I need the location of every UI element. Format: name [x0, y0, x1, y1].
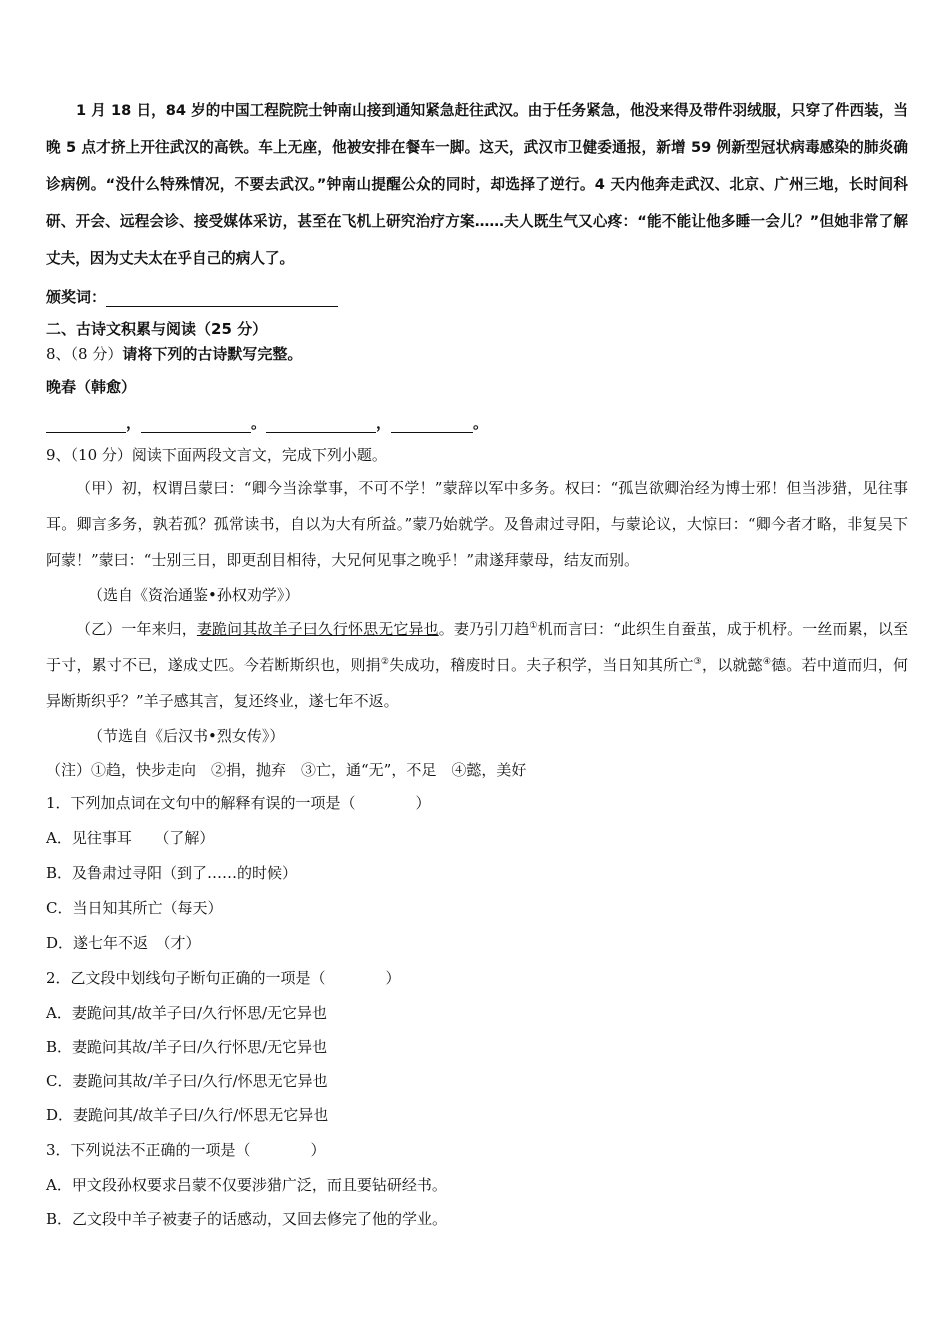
- note-marker-4: ④: [762, 657, 772, 667]
- q1-option-a[interactable]: A．见往事耳 （了解）: [46, 829, 215, 847]
- yi-part-d: ，以就懿: [701, 656, 763, 674]
- q8-blanks: [46, 413, 488, 433]
- poem-sep-2: 。: [251, 414, 267, 432]
- q8-poem-title: 晚春（韩愈）: [46, 378, 137, 396]
- q1-stem: 1．下列加点词在文句中的解释有误的一项是（ ）: [46, 794, 431, 812]
- q2-option-d[interactable]: D．妻跪问其/故羊子曰/久行/怀思无它异也: [46, 1106, 329, 1124]
- yi-part-e: 德。若中道而归，何异断斯织乎？”羊子感其言，复还终业，遂七年不返。: [46, 656, 908, 710]
- poem-sep-1: ，: [126, 414, 142, 432]
- poem-blank-3[interactable]: [266, 416, 376, 433]
- yi-part-a: 。妻乃引刀趋: [438, 620, 530, 638]
- poem-sep-4: 。: [473, 414, 489, 432]
- news-paragraph: 1 月 18 日，84 岁的中国工程院院士钟南山接到通知紧急赶往武汉。由于任务紧急，他没来得及带件羽绒服，只穿了件西装，当晚 5 点才挤上开往武汉的高铁。车上无座，他被安排在餐车一脚。这天，武汉市卫健委通报，新增 59 例新型冠状病毒感染的肺炎确诊病例。“没什么特殊情况，不要去武汉。”钟南山提醒公众的同时，却选择了逆行。4 天内他奔走武汉、北京、广州三地，长时间科研、开会、远程会诊、接受媒体采访，甚至在飞机上研究治疗方案……夫人既生气又心疼：“能不能让他多睡一会儿？”但她非常了解丈夫，因为丈夫太在乎自己的病人了。: [46, 102, 908, 267]
- q8-prompt: 请将下列的古诗默写完整。: [122, 345, 303, 363]
- q1-option-c[interactable]: C．当日知其所亡（每天）: [46, 899, 223, 917]
- annotations: （注）①趋，快步走向 ②捐，抛弃 ③亡，通“无”，不足 ④懿，美好: [46, 761, 527, 779]
- q2-option-c[interactable]: C．妻跪问其故/羊子曰/久行/怀思无它异也: [46, 1072, 328, 1090]
- q8-line: [46, 344, 302, 364]
- section2-title: 二、古诗文积累与阅读（25 分）: [46, 320, 268, 338]
- poem-blank-2[interactable]: [141, 416, 251, 433]
- yi-underlined-sentence: 妻跪问其故羊子曰久行怀思无它异也: [196, 620, 439, 638]
- poem-blank-1[interactable]: [46, 416, 126, 433]
- note-marker-2: ②: [380, 657, 390, 667]
- passage-yi-source: （节选自《后汉书•烈女传》）: [88, 727, 285, 745]
- yi-part-c: 失成功，稽废时日。夫子积学，当日知其所亡: [389, 656, 694, 674]
- q1-option-d[interactable]: D．遂七年不返 （才）: [46, 934, 201, 952]
- q3-option-b[interactable]: B．乙文段中羊子被妻子的话感动，又回去修完了他的学业。: [46, 1210, 448, 1228]
- q8-score: （8 分）: [70, 345, 123, 363]
- poem-sep-3: ，: [376, 414, 392, 432]
- q2-option-b[interactable]: B．妻跪问其故/羊子曰/久行怀思/无它异也: [46, 1038, 328, 1056]
- q1-option-b[interactable]: B．及鲁肃过寻阳（到了……的时候）: [46, 864, 298, 882]
- q2-option-a[interactable]: A．妻跪问其/故羊子曰/久行怀思/无它异也: [46, 1004, 327, 1022]
- award-answer-blank[interactable]: [106, 290, 338, 307]
- award-line: [46, 287, 338, 307]
- poem-blank-4[interactable]: [391, 416, 473, 433]
- note-marker-1: ①: [529, 621, 538, 631]
- passage-yi: [46, 611, 908, 719]
- note-marker-3: ③: [693, 657, 702, 667]
- q2-stem: 2．乙文段中划线句子断句正确的一项是（ ）: [46, 969, 401, 987]
- passage-jia-source: （选自《资治通鉴•孙权劝学》）: [88, 586, 300, 604]
- q3-option-a[interactable]: A．甲文段孙权要求吕蒙不仅要涉猎广泛，而且要钻研经书。: [46, 1176, 447, 1194]
- q8-number: 8、: [46, 345, 71, 363]
- yi-part-b: 机而言曰：“此织生自蚕茧，成于机杼。一丝而累，以至于寸，累寸不已，遂成丈匹。今若断斯织也，则捐: [46, 620, 908, 674]
- q9-heading: 9、（10 分）阅读下面两段文言文，完成下列小题。: [46, 446, 387, 464]
- q3-stem: 3．下列说法不正确的一项是（ ）: [46, 1141, 326, 1159]
- yi-start: （乙）一年来归，: [76, 620, 197, 638]
- passage-jia: （甲）初，权谓吕蒙曰：“卿今当涂掌事，不可不学！”蒙辞以军中多务。权曰：“孤岂欲卿治经为博士邪！但当涉猎，见往事耳。卿言多务，孰若孤？孤常读书，自以为大有所益。”蒙乃始就学。及鲁肃过寻阳，与蒙论议，大惊曰：“卿今者才略，非复吴下阿蒙！”蒙曰：“士别三日，即更刮目相待，大兄何见事之晚乎！”肃遂拜蒙母，结友而别。: [46, 479, 908, 569]
- award-label: 颁奖词：: [46, 288, 107, 306]
